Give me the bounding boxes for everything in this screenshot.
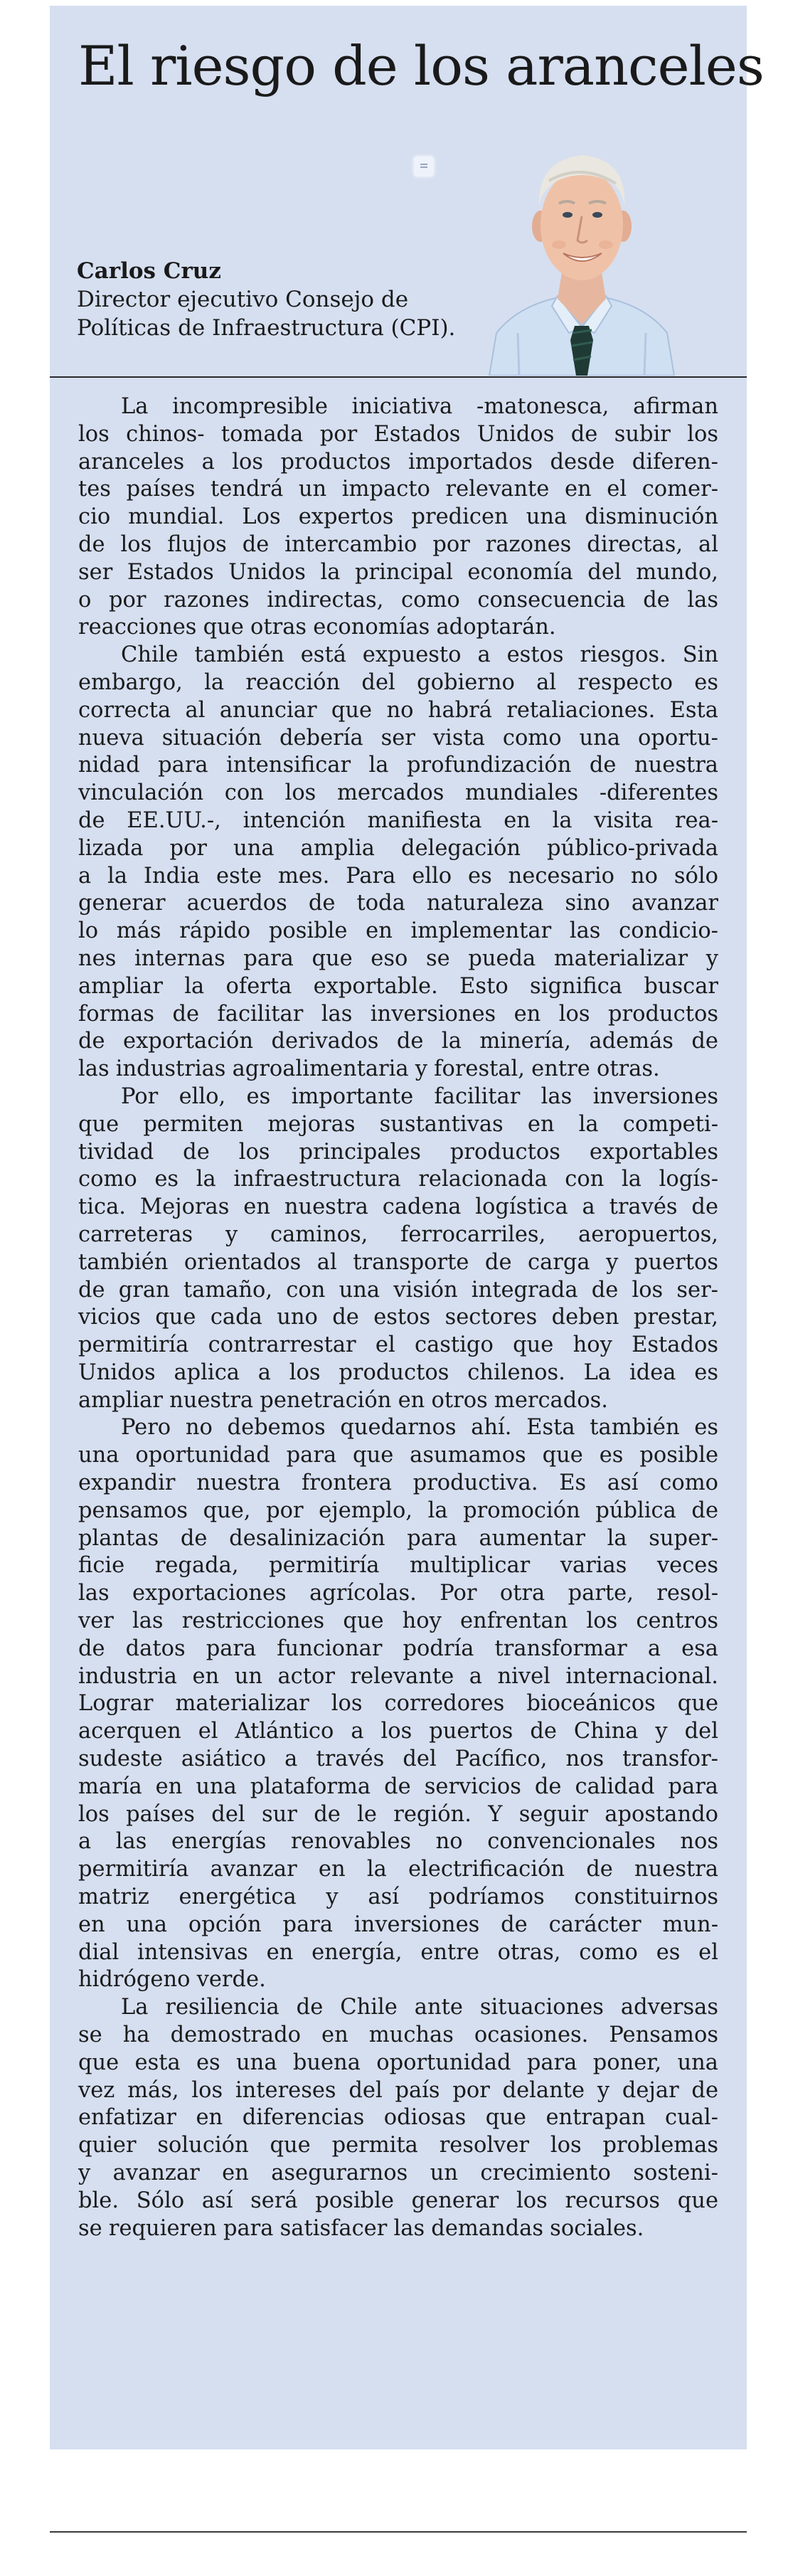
paragraph-line: expandir nuestra frontera productiva. Es así como bbox=[78, 1470, 718, 1496]
paragraph-line: las industrias agroalimentaria y forestal, entre otras. bbox=[78, 1056, 660, 1082]
paragraph-line: hidrógeno verde. bbox=[78, 1967, 266, 1993]
paragraph-line: se ha demostrado en muchas ocasiones. Pensamos bbox=[78, 2023, 718, 2048]
paragraph-line: ampliar la oferta exportable. Esto significa buscar bbox=[78, 973, 718, 999]
paragraph-line: lo más rápido posible en implementar las condicio- bbox=[78, 918, 718, 944]
paragraph-line: las exportaciones agrícolas. Por otra parte, resol- bbox=[78, 1581, 718, 1606]
paragraph-line: a la India este mes. Para ello es necesario no sólo bbox=[78, 863, 718, 889]
paragraph-line: ble. Sólo así será posible generar los recursos que bbox=[78, 2188, 718, 2213]
paragraph-line: permitiría contrarrestar el castigo que hoy Estados bbox=[78, 1332, 718, 1358]
paragraph-line: que esta es una buena oportunidad para poner, una bbox=[78, 2050, 718, 2075]
paragraph-line: carreteras y caminos, ferrocarriles, aeropuertos, bbox=[78, 1221, 718, 1247]
paragraph-line: Lograr materializar los corredores bioceánicos que bbox=[78, 1691, 718, 1717]
paragraph-line: de exportación derivados de la minería, además de bbox=[78, 1029, 718, 1054]
paragraph-line: y avanzar en asegurarnos un crecimiento sosteni- bbox=[78, 2161, 718, 2185]
paragraph-line: ser Estados Unidos la principal economía del mundo, bbox=[78, 559, 718, 585]
paragraph-line: tividad de los principales productos exportables bbox=[78, 1139, 718, 1165]
paragraph-line: que permiten mejoras sustantivas en la competi- bbox=[78, 1111, 718, 1137]
document-mark-icon bbox=[414, 157, 434, 176]
paragraph-line: los países del sur de le región. Y seguir apostando bbox=[78, 1801, 718, 1827]
article-paragraph bbox=[78, 642, 718, 1083]
paragraph-line: tes países tendrá un impacto relevante en el comer- bbox=[78, 477, 718, 502]
article-paragraph bbox=[78, 393, 718, 642]
paragraph-line: ficie regada, permitiría multiplicar varias veces bbox=[78, 1553, 718, 1579]
paragraph-line: sudeste asiático a través del Pacífico, nos transfor- bbox=[78, 1747, 718, 1772]
paragraph-line: los chinos- tomada por Estados Unidos de subir los bbox=[78, 421, 718, 447]
column-panel bbox=[50, 6, 764, 2449]
paragraph-line: vicios que cada uno de estos sectores deben prestar, bbox=[78, 1305, 718, 1330]
paragraph-line: La incompresible iniciativa -matonesca, afirman bbox=[121, 394, 718, 419]
paragraph-line: de los flujos de intercambio por razones directas, al bbox=[78, 531, 718, 557]
paragraph-line: generar acuerdos de toda naturaleza sino avanzar bbox=[78, 891, 718, 916]
article-paragraph bbox=[78, 1414, 718, 1994]
paragraph-line: se requieren para satisfacer las demandas sociales. bbox=[78, 2215, 644, 2241]
author-role-line: Director ejecutivo Consejo de bbox=[77, 287, 409, 312]
paragraph-line: maría en una plataforma de servicios de calidad para bbox=[78, 1774, 718, 1799]
paragraph-line: Chile también está expuesto a estos riesgos. Sin bbox=[121, 642, 718, 668]
paragraph-line: nes internas para que eso se pueda materializar y bbox=[78, 945, 718, 971]
paragraph-line: matriz energética y así podríamos constituirnos bbox=[78, 1885, 718, 1910]
paragraph-line: también orientados al transporte de carga y puertos bbox=[78, 1249, 718, 1275]
paragraph-line: vinculación con los mercados mundiales -diferentes bbox=[78, 780, 718, 806]
paragraph-line: reacciones que otras economías adoptarán. bbox=[78, 615, 556, 640]
article-paragraph bbox=[78, 1083, 718, 1415]
paragraph-line: enfatizar en diferencias odiosas que entrapan cual- bbox=[78, 2105, 718, 2131]
paragraph-line: acerquen el Atlántico a los puertos de China y del bbox=[78, 1719, 718, 1744]
paragraph-line: como es la infraestructura relacionada con la logís- bbox=[78, 1167, 718, 1192]
paragraph-line: de datos para funcionar podría transformar a esa bbox=[78, 1636, 718, 1661]
paragraph-line: Pero no debemos quedarnos ahí. Esta también es bbox=[121, 1415, 718, 1441]
paragraph-line: industria en un actor relevante a nivel internacional. bbox=[78, 1663, 718, 1689]
paragraph-line: o por razones indirectas, como consecuencia de las bbox=[78, 587, 718, 613]
author-role bbox=[77, 285, 518, 342]
paragraph-line: correcta al anunciar que no habrá retaliaciones. Esta bbox=[78, 697, 718, 723]
paragraph-line: aranceles a los productos importados desde diferen- bbox=[78, 449, 718, 475]
paragraph-line: nueva situación debería ser vista como una oportu- bbox=[78, 725, 718, 751]
paragraph-line: de gran tamaño, con una visión integrada de los ser- bbox=[78, 1277, 718, 1303]
paragraph-line: de EE.UU.-, intención manifiesta en la visita rea- bbox=[78, 807, 718, 833]
paragraph-line: permitiría avanzar en la electrificación de nuestra bbox=[78, 1857, 718, 1882]
article-title: El riesgo de los aranceles bbox=[78, 34, 764, 97]
paragraph-line: vez más, los intereses del país por delante y dejar de bbox=[78, 2077, 718, 2103]
paragraph-line: quier solución que permita resolver los problemas bbox=[78, 2133, 718, 2158]
paragraph-line: plantas de desalinización para aumentar la super- bbox=[78, 1525, 718, 1551]
author-role-line: Políticas de Infraestructura (CPI). bbox=[77, 315, 456, 341]
header-divider bbox=[50, 376, 747, 378]
paragraph-line: Unidos aplica a los productos chilenos. La idea es bbox=[78, 1359, 718, 1385]
paragraph-line: en una opción para inversiones de carácter mun- bbox=[78, 1912, 718, 1937]
article-paragraph bbox=[78, 1994, 718, 2242]
footer-divider bbox=[50, 2531, 747, 2533]
paragraph-line: cio mundial. Los expertos predicen una disminución bbox=[78, 504, 718, 530]
paragraph-line: a las energías renovables no convencionales nos bbox=[78, 1829, 718, 1855]
paragraph-line: pensamos que, por ejemplo, la promoción pública de bbox=[78, 1498, 718, 1523]
paragraph-line: formas de facilitar las inversiones en los productos bbox=[78, 1001, 718, 1027]
author-name: Carlos Cruz bbox=[77, 258, 221, 284]
paragraph-line: lizada por una amplia delegación público-privada bbox=[78, 835, 718, 861]
paragraph-line: dial intensivas en energía, entre otras, como es el bbox=[78, 1939, 718, 1965]
article-body bbox=[78, 393, 718, 2242]
paragraph-line: tica. Mejoras en nuestra cadena logística a través de bbox=[78, 1194, 718, 1220]
paragraph-line: embargo, la reacción del gobierno al respecto es bbox=[78, 669, 718, 695]
paragraph-line: una oportunidad para que asumamos que es posible bbox=[78, 1443, 718, 1468]
paragraph-line: La resiliencia de Chile ante situaciones adversas bbox=[121, 1995, 718, 2020]
paragraph-line: Por ello, es importante facilitar las inversiones bbox=[121, 1083, 718, 1109]
paragraph-line: nidad para intensificar la profundización de nuestra bbox=[78, 753, 718, 778]
paragraph-line: ampliar nuestra penetración en otros mercados. bbox=[78, 1387, 608, 1413]
paragraph-line: ver las restricciones que hoy enfrentan los centros bbox=[78, 1608, 718, 1634]
